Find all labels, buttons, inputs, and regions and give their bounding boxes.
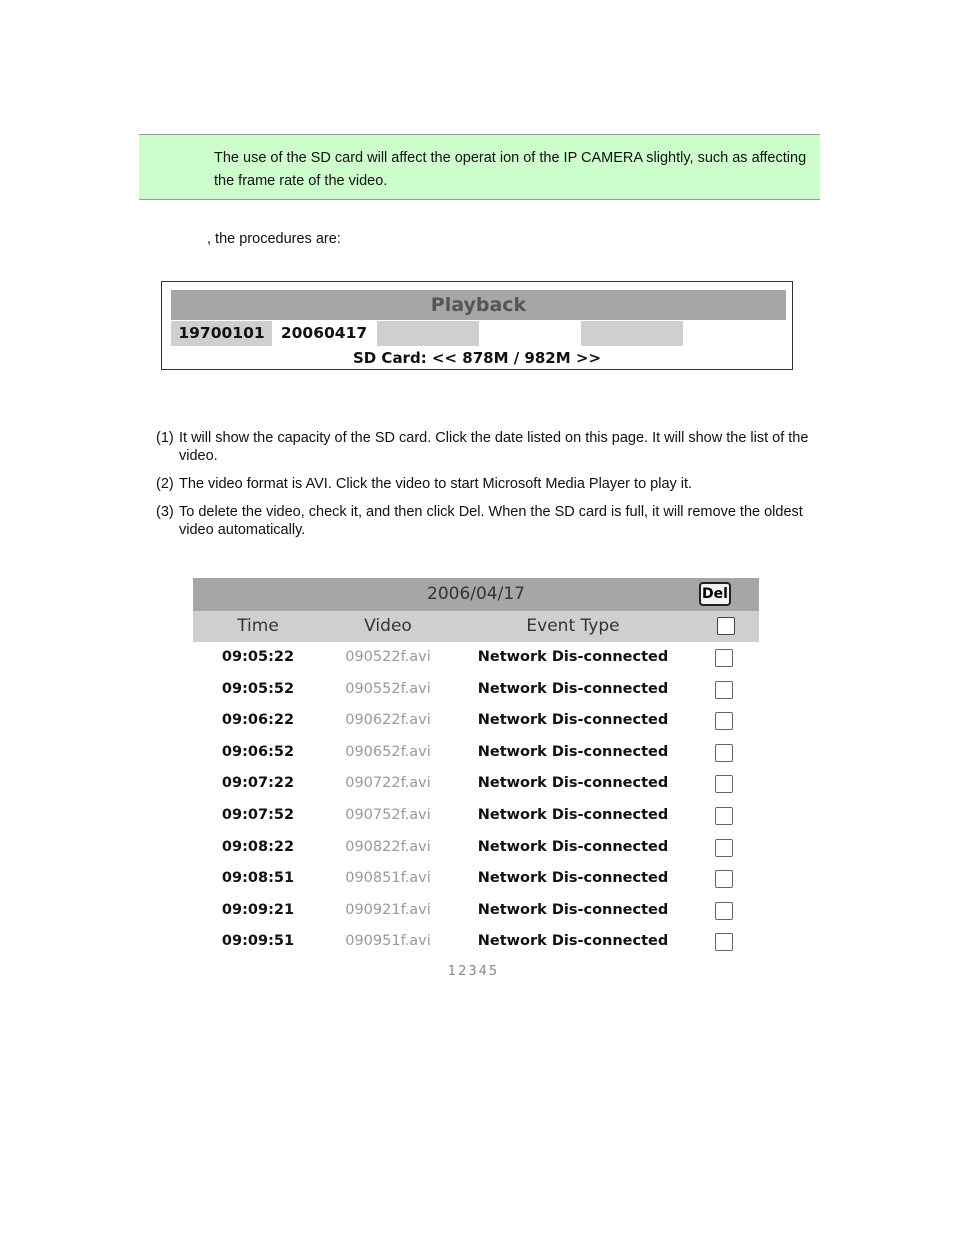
page-link[interactable]: 5 [488,964,499,979]
row-event-type: Network Dis-connected [477,680,669,697]
table-row [193,737,759,769]
video-file-link[interactable]: 090951f.avi [345,933,431,950]
step-item [156,503,821,539]
row-event-type: Network Dis-connected [477,806,669,823]
row-checkbox[interactable] [715,870,733,888]
step-text: It will show the capacity of the SD card. Click the date listed on this page. It will show the list of the video. [179,430,809,464]
row-time: 09:05:22 [221,649,295,665]
column-header-time: Time [237,616,279,636]
row-checkbox[interactable] [715,649,733,667]
row-checkbox[interactable] [715,839,733,857]
video-file-link[interactable]: 090552f.avi [345,680,431,697]
select-all-checkbox[interactable] [717,617,735,635]
row-event-type: Network Dis-connected [477,838,669,855]
row-time: 09:09:21 [221,901,295,918]
video-file-link[interactable]: 090652f.avi [345,743,431,760]
video-file-link[interactable]: 090722f.avi [345,775,431,792]
video-file-link[interactable]: 090622f.avi [345,712,431,729]
delete-button[interactable]: Del [699,582,731,606]
video-list-panel [193,578,759,979]
row-checkbox[interactable] [715,744,733,762]
row-checkbox[interactable] [715,775,733,793]
step-text: The video format is AVI. Click the video to start Microsoft Media Player to play it. [179,476,693,492]
page-link[interactable]: 1 [447,964,458,979]
page-link[interactable]: 4 [478,964,488,979]
empty-date-cell [377,321,479,346]
row-checkbox[interactable] [715,681,733,699]
playback-title: Playback [171,290,786,320]
note-box [139,134,820,200]
date-link-20060417[interactable]: 20060417 [280,324,368,342]
procedures-text: , the procedures are: [207,231,341,247]
table-row [193,800,759,832]
video-file-link[interactable]: 090522f.avi [345,649,431,665]
step-number: (2) [156,476,174,492]
page-link[interactable]: 3 [468,964,478,979]
table-row [193,832,759,864]
video-rows [193,642,759,958]
video-file-link[interactable]: 090822f.avi [345,838,431,855]
video-file-link[interactable]: 090921f.avi [345,901,431,918]
table-row [193,768,759,800]
empty-date-cell [581,321,683,346]
video-list-date: 2006/04/17 [427,584,525,604]
sd-card-capacity[interactable]: SD Card: << 878M / 982M >> [352,349,602,367]
video-list-header [193,578,759,611]
row-time: 09:08:51 [221,870,295,887]
row-checkbox[interactable] [715,902,733,920]
step-number: (3) [156,504,174,520]
table-row [193,926,759,958]
pagination [193,964,753,979]
row-time: 09:08:22 [221,838,295,855]
step-item [156,475,821,493]
row-time: 09:07:22 [221,775,295,792]
table-row [193,674,759,706]
step-text: To delete the video, check it, and then click Del. When the SD card is full, it will remove the oldest video automatically. [179,504,803,538]
row-event-type: Network Dis-connected [477,649,669,665]
table-row [193,642,759,674]
procedure-steps [156,429,821,549]
video-file-link[interactable]: 090752f.avi [345,806,431,823]
column-headers [193,611,759,642]
table-row [193,895,759,927]
column-header-event-type: Event Type [526,616,620,636]
row-time: 09:06:52 [221,743,295,760]
row-event-type: Network Dis-connected [477,743,669,760]
row-checkbox[interactable] [715,807,733,825]
video-file-link[interactable]: 090851f.avi [345,870,431,887]
step-item [156,429,821,465]
date-link-19700101[interactable]: 19700101 [171,321,272,346]
row-time: 09:07:52 [221,806,295,823]
page-link[interactable]: 2 [458,964,468,979]
step-number: (1) [156,430,174,446]
row-time: 09:05:52 [221,680,295,697]
row-time: 09:06:22 [221,712,295,729]
row-event-type: Network Dis-connected [477,775,669,792]
table-row [193,705,759,737]
row-event-type: Network Dis-connected [477,870,669,887]
column-header-video: Video [364,616,412,636]
playback-panel [161,281,793,370]
row-event-type: Network Dis-connected [477,933,669,950]
row-checkbox[interactable] [715,712,733,730]
row-time: 09:09:51 [221,933,295,950]
table-row [193,863,759,895]
note-text: The use of the SD card will affect the operat ion of the IP CAMERA slightly, such as affecting the frame rate of the video. [214,150,807,189]
row-checkbox[interactable] [715,933,733,951]
row-event-type: Network Dis-connected [477,712,669,729]
row-event-type: Network Dis-connected [477,901,669,918]
